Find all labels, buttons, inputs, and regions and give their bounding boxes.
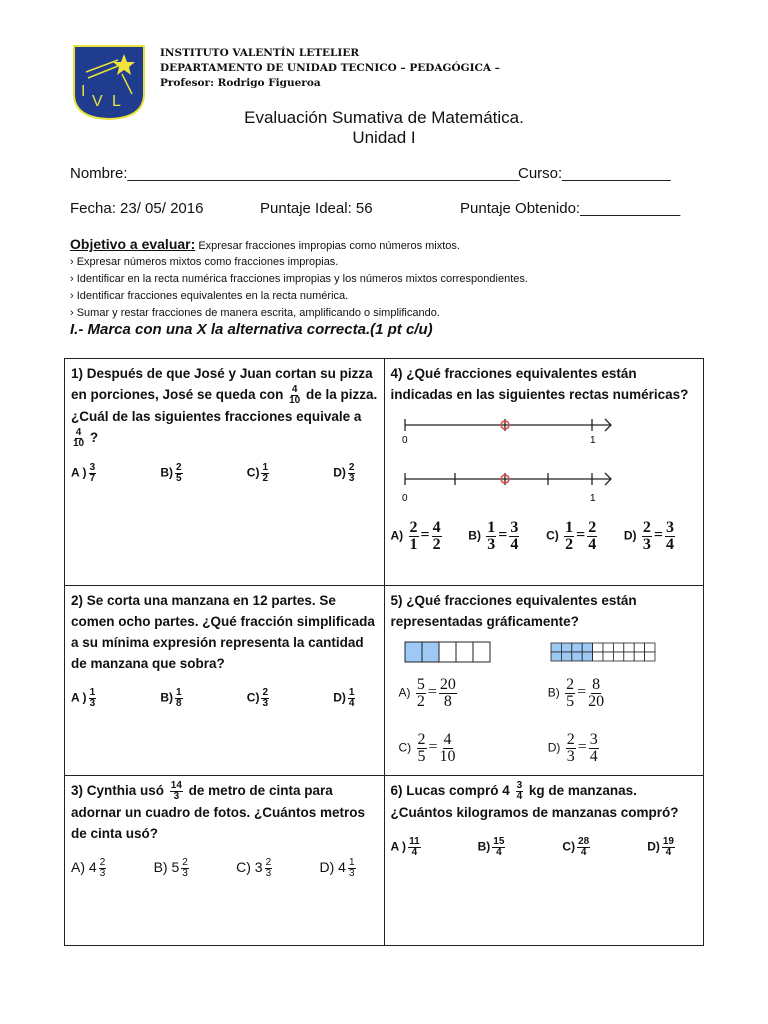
fraction: $\frac{1}{4}$	[348, 687, 355, 709]
fraction: $\frac{2}{1}$	[409, 519, 418, 553]
questions-table	[64, 358, 704, 946]
option-c[interactable]: C) $\frac{2}{5}$ = $\frac{4}{10}$	[398, 731, 456, 765]
fraction: $\frac{3}{4}$	[516, 779, 523, 802]
objective-item: › Identificar en la recta numérica fracciones impropias y los números mixtos correspondientes.	[70, 273, 528, 285]
objective-text: Expresar fracciones impropias como números mixtos.	[195, 240, 460, 252]
option-a[interactable]: A) $\frac{2}{1}$ = $\frac{4}{2}$	[390, 519, 441, 553]
bar-cell	[582, 643, 592, 652]
option-d[interactable]: D) 4 $\frac{1}{3}$	[319, 856, 355, 879]
bar-cell	[623, 652, 633, 661]
option-c[interactable]: C) $\frac{28}{4}$	[562, 835, 590, 858]
option-a[interactable]: A) 4 $\frac{2}{3}$	[71, 856, 106, 879]
option-b[interactable]: B) $\frac{1}{3}$ = $\frac{3}{4}$	[468, 519, 519, 553]
option-d[interactable]: D) $\frac{2}{3}$ = $\frac{3}{4}$	[547, 731, 598, 765]
bar-cell	[582, 652, 592, 661]
fraction: $\frac{2}{5}$	[417, 731, 426, 765]
option-a[interactable]: A ) $\frac{1}{3}$	[71, 687, 96, 709]
bar-cell	[561, 643, 571, 652]
fraction: $\frac{3}{4}$	[589, 731, 598, 765]
institute-name: INSTITUTO VALENTÍN LETELIER	[160, 47, 360, 59]
option-c[interactable]: C) $\frac{1}{2}$ = $\frac{2}{4}$	[546, 519, 597, 553]
fraction: $\frac{2}{3}$	[182, 856, 188, 879]
fraction: $\frac{1}{2}$	[262, 461, 269, 484]
bar-cell	[422, 642, 439, 662]
fraction: $\frac{3}{4}$	[665, 519, 674, 553]
fraction: $\frac{5}{2}$	[416, 676, 425, 710]
svg-text:I: I	[81, 83, 86, 100]
option-d[interactable]: D) $\frac{2}{3}$	[333, 461, 355, 484]
svg-text:L: L	[112, 93, 121, 110]
bar-cell	[571, 643, 581, 652]
exam-title: Evaluación Sumativa de Matemática.	[244, 108, 524, 127]
question-6	[384, 776, 704, 946]
fraction: $\frac{8}{20}$	[588, 676, 605, 710]
question-text: de metro de cinta para adornar un cuadro de fotos. ¿Cuántos metros de cinta usó?	[71, 783, 366, 841]
course-field[interactable]: Curso:_____________	[518, 165, 671, 182]
question-text: de la pizza. ¿Cuál de las siguientes fracciones equivale a	[71, 387, 378, 424]
option-b[interactable]: B) $\frac{15}{4}$	[477, 835, 505, 858]
question-3	[65, 776, 385, 946]
fraction: $\frac{3}{4}$	[510, 519, 519, 553]
question-text: 1) Después de que José y Juan cortan su pizza en porciones, José se queda con	[71, 366, 373, 402]
objective-item: › Identificar fracciones equivalentes en la recta numérica.	[70, 290, 349, 302]
number-lines	[391, 411, 631, 511]
fraction: $\frac{2}{4}$	[588, 519, 597, 553]
tick-label-1: 1	[589, 493, 596, 504]
bar-cell	[603, 652, 613, 661]
bar-cell	[623, 643, 633, 652]
tick-label-1: 1	[589, 435, 596, 446]
bar-cell	[592, 643, 602, 652]
name-field[interactable]: Nombre:_______________________________________________	[70, 165, 520, 182]
question-text: 2) Se corta una manzana en 12 partes. Se comen ocho partes. ¿Qué fracción simplificada a su mínima expresión representa la cantidad de manzana que sobra?	[71, 593, 375, 671]
exam-subtitle: Unidad I	[352, 128, 416, 147]
fraction: $\frac{4}{10}$	[289, 383, 301, 406]
option-a[interactable]: A ) $\frac{11}{4}$	[390, 835, 420, 858]
department-name: DEPARTAMENTO DE UNIDAD TECNICO – PEDAGÓGICA –	[160, 62, 500, 74]
fraction: $\frac{1}{3}$	[487, 519, 496, 553]
fraction: $\frac{1}{2}$	[565, 519, 574, 553]
bar-cell	[571, 652, 581, 661]
question-text: kg de manzanas. ¿Cuántos kilogramos de manzanas compró?	[390, 783, 679, 820]
option-c[interactable]: C) 3 $\frac{2}{3}$	[236, 856, 272, 879]
date-field: Fecha: 23/ 05/ 2016	[70, 200, 204, 217]
fraction: $\frac{11}{4}$	[409, 835, 420, 858]
question-4	[384, 359, 704, 586]
question-1: 1) Después de que José y Juan cortan su pizza en porciones, José se queda con $\frac{4}{10}$ de la pizza. ¿Cuál de las siguientes fracciones equivale a $\frac{4}{10}$ ? A ) $\frac{3}{7}$ B) $\frac{2}{5}$ C) $\frac{1}{2}$ D) $\frac{2}{3}$	[65, 359, 385, 586]
bar-cell	[613, 643, 623, 652]
bar-cell	[634, 643, 644, 652]
fraction: $\frac{19}{4}$	[662, 835, 674, 858]
question-text: 5) ¿Qué fracciones equivalentes están representadas gráficamente?	[390, 593, 637, 629]
teacher-name: Profesor: Rodrigo Figueroa	[160, 77, 321, 89]
fraction: $\frac{1}{8}$	[176, 687, 182, 709]
fraction: $\frac{2}{3}$	[265, 856, 272, 879]
tick-label-0: 0	[401, 493, 408, 504]
question-2	[65, 586, 385, 776]
fraction: $\frac{1}{3}$	[348, 856, 355, 879]
option-a[interactable]: A) $\frac{5}{2}$ = $\frac{20}{8}$	[398, 676, 456, 710]
fraction: $\frac{2}{3}$	[566, 731, 575, 765]
bar-cell	[456, 642, 473, 662]
bar-cell	[603, 643, 613, 652]
objective-item: › Sumar y restar fracciones de manera escrita, amplificando o simplificando.	[70, 307, 440, 319]
bar-cell	[634, 652, 644, 661]
bar-cell	[613, 652, 623, 661]
fraction-bars	[391, 640, 691, 666]
ideal-score: Puntaje Ideal: 56	[260, 200, 373, 217]
question-text: 4) ¿Qué fracciones equivalentes están indicadas en las siguientes rectas numéricas?	[390, 366, 689, 402]
bar-cell	[439, 642, 456, 662]
bar-cell	[592, 652, 602, 661]
option-d[interactable]: D) $\frac{19}{4}$	[647, 835, 674, 858]
option-d[interactable]: D) $\frac{1}{4}$	[333, 687, 355, 709]
question-text: 6) Lucas compró 4	[390, 783, 510, 798]
bar-cell	[405, 642, 422, 662]
fraction: $\frac{4}{10}$	[73, 426, 85, 449]
fraction: $\frac{14}{3}$	[170, 779, 182, 802]
fraction: $\frac{3}{7}$	[89, 461, 96, 484]
option-b[interactable]: B) $\frac{2}{5}$ = $\frac{8}{20}$	[547, 676, 605, 710]
question-text: 3) Cynthia usó	[71, 783, 165, 798]
option-c[interactable]: C) $\frac{1}{2}$	[246, 461, 269, 484]
option-c[interactable]: C) $\frac{2}{3}$	[246, 687, 269, 709]
fraction: $\frac{2}{5}$	[566, 676, 575, 710]
fraction: $\frac{4}{2}$	[432, 519, 441, 553]
obtained-score-field[interactable]: Puntaje Obtenido:____________	[460, 200, 681, 217]
fraction: $\frac{15}{4}$	[493, 835, 505, 858]
fraction: $\frac{20}{8}$	[439, 676, 456, 710]
option-b[interactable]: B) $\frac{2}{5}$	[160, 461, 182, 484]
option-b[interactable]: B) $\frac{1}{8}$	[160, 687, 182, 709]
section-instruction: I.- Marca con una X la alternativa correcta.(1 pt c/u)	[70, 321, 433, 338]
bar-cell	[551, 643, 561, 652]
bar-cell	[644, 643, 654, 652]
fraction: $\frac{1}{3}$	[89, 687, 96, 709]
tick-label-0: 0	[401, 435, 408, 446]
bar-cell	[561, 652, 571, 661]
question-5	[384, 586, 704, 776]
option-b[interactable]: B) 5 $\frac{2}{3}$	[153, 856, 188, 879]
fraction: $\frac{28}{4}$	[578, 835, 590, 858]
objective-item: › Expresar números mixtos como fracciones impropias.	[70, 256, 339, 268]
fraction: $\frac{4}{10}$	[439, 731, 456, 765]
bar-cell	[473, 642, 490, 662]
option-a[interactable]: A ) $\frac{3}{7}$	[71, 461, 96, 484]
objective	[70, 236, 460, 255]
fraction: $\frac{2}{3}$	[642, 519, 651, 553]
fraction: $\frac{2}{5}$	[176, 461, 182, 484]
svg-text:V: V	[92, 93, 103, 110]
bar-cell	[551, 652, 561, 661]
objective-label: Objetivo a evaluar:	[70, 236, 196, 252]
fraction: $\frac{2}{3}$	[348, 461, 355, 484]
fraction: $\frac{2}{3}$	[262, 687, 269, 709]
fraction: $\frac{2}{3}$	[99, 856, 106, 879]
bar-cell	[644, 652, 654, 661]
option-d[interactable]: D) $\frac{2}{3}$ = $\frac{3}{4}$	[623, 519, 674, 553]
